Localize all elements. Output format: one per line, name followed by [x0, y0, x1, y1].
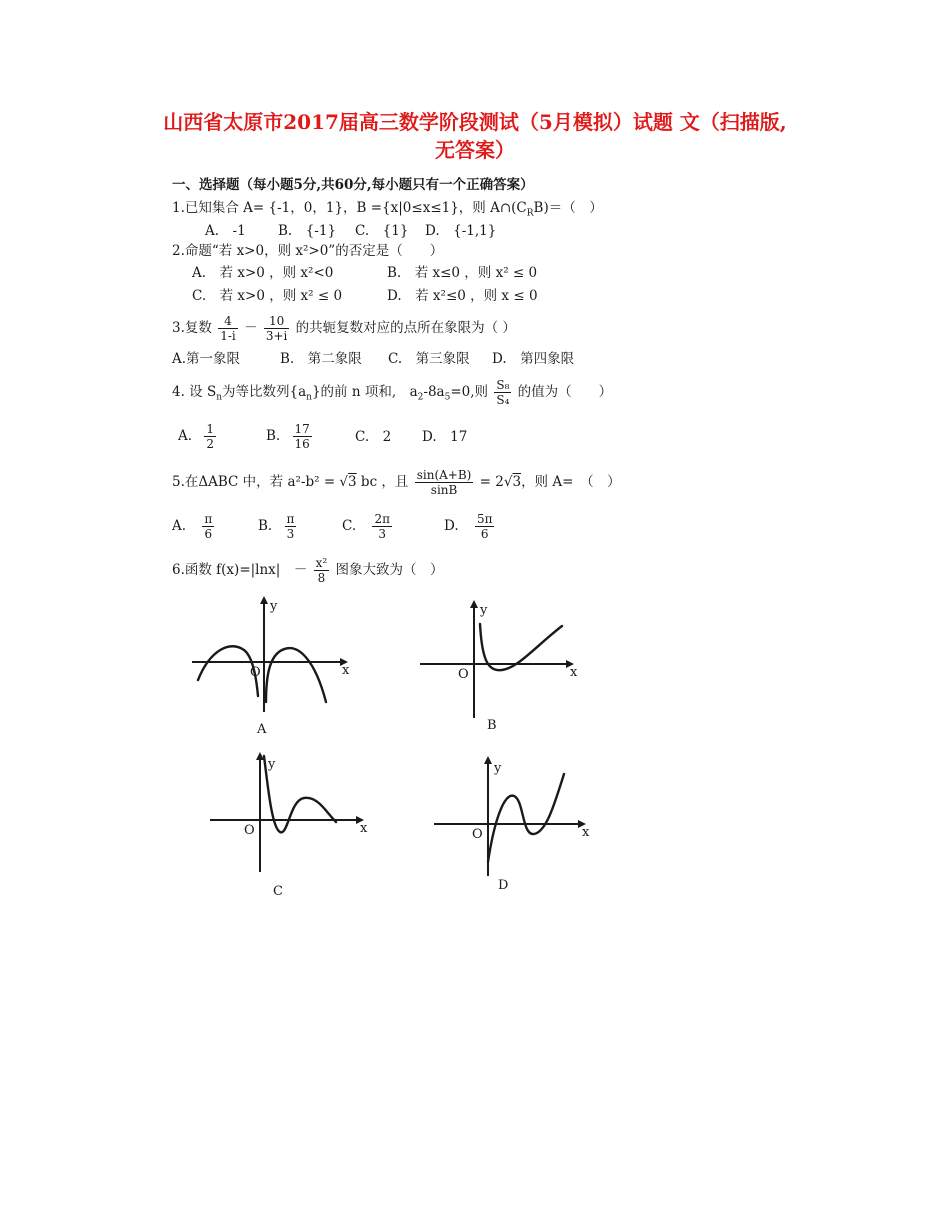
graph-d-curve	[488, 774, 564, 862]
q1-option-d: D. {-1,1}	[425, 223, 497, 239]
graph-a-caption: A	[257, 722, 267, 737]
graph-d-y-label: y	[494, 761, 502, 776]
q3-option-a: A.第一象限	[172, 351, 241, 367]
q3-fraction-1: $\frac{4}{1-i}$	[220, 314, 236, 343]
q2-option-a: A. 若 x>0 ，则 x²<0	[192, 265, 334, 281]
graph-a-curve-left	[198, 646, 258, 696]
q4-option-c: C. 2	[355, 429, 392, 445]
graph-c-caption: C	[273, 884, 283, 899]
title-line-2: 无答案）	[435, 138, 515, 162]
q5-fraction: $\frac{\sin(A+B)}{\sin B}$	[416, 468, 472, 497]
q5-option-a: A. $\frac{\pi}{6}$	[172, 512, 213, 541]
question-3: 3.复数 $\frac{4}{1-i}$ － $\frac{10}{3+i}$ 的共轭复数对应的点所在象限为（ ）	[172, 314, 516, 343]
q4-fraction: $\frac{\text{S₈}}{\text{S₄}}$	[496, 378, 510, 407]
graph-d-x-label: x	[582, 825, 590, 840]
graph-a	[190, 592, 360, 722]
graph-c-y-label: y	[268, 757, 276, 772]
graph-b-origin-label: O	[458, 667, 469, 682]
q2-option-b: B. 若 x≤0 ，则 x² ≤ 0	[387, 265, 538, 281]
graph-b-y-label: y	[480, 603, 488, 618]
graph-c-origin-label: O	[244, 823, 255, 838]
document-title	[0, 108, 950, 164]
graph-d-y-arrow	[484, 756, 492, 764]
graph-d-origin-label: O	[472, 827, 483, 842]
q6-fraction: $\frac{\text{x²}}{8}$	[315, 556, 328, 585]
q3-option-c: C. 第三象限	[388, 351, 470, 367]
graph-a-curve-right	[266, 648, 326, 702]
q2-option-c: C. 若 x>0 ，则 x² ≤ 0	[192, 288, 343, 304]
q4-option-a: A. $\frac{1}{2}$	[178, 422, 214, 451]
graph-c	[208, 748, 378, 878]
q4-option-b: B. $\frac{17}{16}$	[266, 422, 310, 451]
graph-a-y-label: y	[270, 599, 278, 614]
graph-b-y-arrow	[470, 600, 478, 608]
graph-d-caption: D	[498, 878, 509, 893]
q3-option-d: D. 第四象限	[492, 351, 575, 367]
section-heading: 一、选择题（每小题5分,共60分,每小题只有一个正确答案）	[172, 177, 534, 193]
q1-option-b: B. {-1}	[278, 223, 337, 239]
q3-fraction-2: $\frac{10}{3+i}$	[265, 314, 288, 343]
graph-a-x-label: x	[342, 663, 350, 678]
graph-b-x-label: x	[570, 665, 578, 680]
q1-option-c: C. {1}	[355, 223, 409, 239]
q5-option-c: C. $\frac{2\pi}{3}$	[342, 512, 390, 541]
q5-option-d: D. $\frac{5\pi}{6}$	[444, 512, 493, 541]
question-4: 4. 设 $S_n$为等比数列$\{a_n\}$的前 n 项和, $a_2-8a_5=0$,则 $\frac{\text{S₈}}{\text{S₄}}$ 的值为（ ）	[172, 378, 613, 407]
question-1: 1.已知集合 A= {-1，0，1}，B ={x|0≤x≤1}，则 $A\cap(C_RB)=$（ ）	[172, 200, 603, 219]
question-2: 2.命题“若 x>0，则 x²>0”的否定是（ ）	[172, 243, 444, 259]
graph-a-y-arrow	[260, 596, 268, 604]
q5-option-b: B. $\frac{\pi}{3}$	[258, 512, 295, 541]
graph-d	[432, 752, 602, 882]
graph-a-origin-label: O	[250, 665, 261, 680]
question-6: 6.函数 f(x)=|lnx| － $\frac{\text{x²}}{8}$ 图象大致为（ ）	[172, 556, 444, 585]
graph-c-x-label: x	[360, 821, 368, 836]
q2-option-d: D. 若 x²≤0 ，则 x ≤ 0	[387, 288, 538, 304]
question-5: 5.在ΔABC 中，若 a²-b² = √3 bc ，且 $\frac{\sin(A+B)}{\sin B}$ = 2√3，则 A= （ ）	[172, 468, 621, 497]
graph-b-caption: B	[487, 718, 497, 733]
title-line-1: 山西省太原市2017届高三数学阶段测试（5月模拟）试题 文（扫描版,	[163, 110, 787, 134]
q3-option-b: B. 第二象限	[280, 351, 362, 367]
q4-option-d: D. 17	[422, 429, 468, 445]
q1-option-a: A. -1	[205, 223, 246, 239]
graph-b	[418, 596, 588, 726]
